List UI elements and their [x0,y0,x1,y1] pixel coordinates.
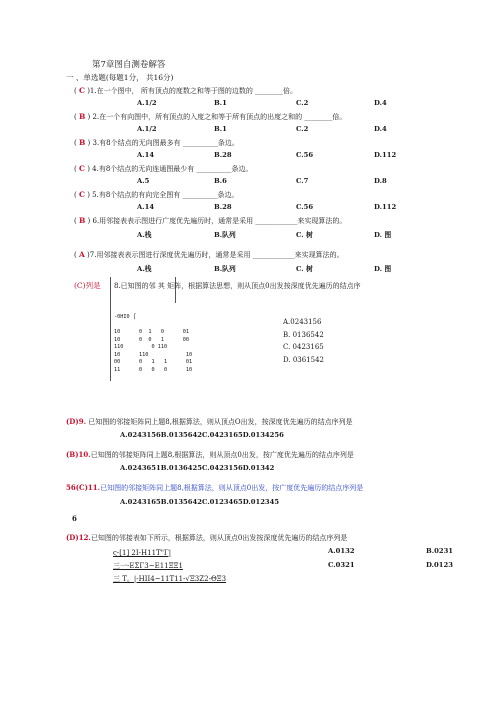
mc-question-text: )7.用邻接表表示图进行深度优先遍历时，通常是采用 ____________来实现算法的。 [87,251,344,259]
mc-option: C.7 [296,177,309,185]
mc-option: C. 树 [296,265,313,273]
matrix-row: 00 0 1 1 01 [114,359,193,365]
q11-answer: 56(C)11. [66,483,101,492]
mc-option: D.112 [374,203,397,211]
paren-open: ( [74,251,79,259]
mc-option: B.28 [214,203,232,211]
q12-option-d: D.0123 [426,561,453,569]
matrix-row: 10 0 1 0 01 [114,329,189,335]
mc-question-text: ) 4.有8个结点的无向连通图最少有 __________条边。 [87,165,253,173]
mc-option: D. 图 [374,231,392,239]
matrix-row: 11 0 0 0 10 [114,366,193,373]
mc-answer: B [78,112,86,121]
mc-option: B.6 [214,177,227,185]
mc-option: C.2 [296,125,309,133]
q8-option: C. 0423165 [283,343,324,351]
mc-option: A.1/2 [137,99,157,107]
mc-option: A.栈 [137,265,152,273]
adjacency-list-line: ς-[1] 2I-H11T"Γ| [113,549,172,557]
mc-option: D.8 [374,177,387,185]
mc-answer: C [78,86,85,95]
mc-option: A.栈 [137,231,152,239]
q11-text: 已知图的邻接矩阵同上题8,根据算法，则从顶点0出发，按广度优先遍历的结点序列是 [100,484,364,492]
mc-question-text: ) 3.有8个结点的无向图最多有 __________条边。 [87,139,239,147]
q10-options: A.0243651B.0136425C.0423156D.01342 [120,464,275,472]
q9-options: A.0243156B.0135642C.0423165D.0134256 [120,431,284,439]
adjacency-matrix [114,314,192,374]
mc-answer: C [78,190,85,199]
mc-question-1 [74,86,297,96]
matrix-row: 10 0 0 1 00 [114,336,189,343]
q12-line [66,533,347,543]
q12-text: 已知图的邻接表如下所示，根据算法，则从顶点0出发按深度优先遍历的结点序列是 [90,534,348,542]
q8-option: B. 0136542 [283,330,324,339]
mc-question-text: ) 5.有8个结点的有向完全图有 __________条边。 [87,191,239,199]
q8-option: D. 0361542 [283,355,324,364]
mc-question-5 [74,190,239,200]
mc-question-4 [74,164,253,174]
mc-option: D.4 [374,99,387,107]
mc-question-text: ) 6.用邻接表表示图进行广度优先遍历时，通常是采用 ____________来实现算法的。 [87,217,347,225]
paren-open: ( [74,113,79,121]
mc-option: A.1/2 [137,125,157,133]
adjacency-list-line: 三 T。|-HII4~11T11-√Ξ3Z2-ΘΞ3 [113,575,227,583]
adjacency-list-line: 三一-EΣΓ3~E11ΞΞ1 [113,562,183,570]
paren-open: ( [74,87,79,95]
q10-text: 已知图的邻接矩阵同上题8,根据算法，则从顶点0出发，按广度优先遍历的结点序列是 [90,451,354,459]
mc-option: B.队列 [214,265,236,273]
q9-line [66,417,353,427]
matrix-row [114,322,192,330]
mc-question-text: ) 2.在一个有向图中，所有顶点的入度之和等于所有顶点的出度之和的 ________倍。 [87,113,347,121]
paren-open: ( [74,191,79,199]
mc-question-3 [74,138,239,148]
paren-open: ( [74,139,79,147]
mc-option: A.14 [137,151,155,159]
q9-text: 已知图的邻接矩阵同上题8,根据算法，则从顶点O出发，按深度优先遍历的结点序列是 [86,418,353,426]
matrix-row: 10 110 10 [114,351,193,358]
page-title: 第7章图自测卷解答 [92,60,166,70]
mc-option: A.14 [137,203,155,211]
q12-answer: (D)12. [66,533,91,542]
q10-answer: (B)10. [66,450,91,459]
q12-option-a: A.0132 [328,547,355,555]
mc-option: D.112 [374,151,397,159]
matrix-row: 110 0 110 [114,344,168,350]
q11-options: A.0243165B.0135642C.0123465D.012345 [120,498,280,506]
mc-option: B.队列 [214,231,236,239]
mc-answer: C [78,164,85,173]
q11-line [66,483,363,493]
mc-option: B.1 [214,125,227,133]
mc-question-text: )1.在一个图中， 所有顶点的度数之和等于图的边数的 ________倍。 [87,87,298,95]
adjacency-list [113,547,226,586]
mc-answer: B [78,138,86,147]
q8-options [283,316,324,366]
mc-answer: A [78,250,85,259]
mc-answer: B [78,216,86,225]
mc-option: C.2 [296,99,309,107]
q12-option-c: C.0321 [328,561,355,569]
q10-line [66,450,354,460]
mc-option: A.5 [137,177,150,185]
q9-answer: (D)9. [66,417,87,426]
mc-question-2 [74,112,346,122]
mc-option: D. 图 [374,265,392,273]
mc-option: B.1 [214,99,227,107]
matrix-row: -0HI0 ⌠ [114,314,136,320]
mc-option: C.56 [296,151,314,159]
q8-option: A.0243156 [283,318,322,326]
q8-text: 8.已知图的邻 其 矩阵，根据算法思想，则从顶点0出发按深度优先遍历的结点序 [114,282,361,290]
q12-option-b: B.0231 [426,547,454,555]
mc-option: B.28 [214,151,232,159]
paren-open: ( [74,165,79,173]
mc-option: C. 树 [296,231,313,239]
q11-tail: 6 [72,514,77,523]
mc-question-7 [74,250,344,260]
mc-option: C.56 [296,203,314,211]
matrix-left-bar [110,277,111,381]
mc-option: D.4 [374,125,387,133]
paren-open: ( [74,217,79,225]
section-heading: 一 、单选题(每题1分， 共16分) [66,73,174,82]
mc-question-6 [74,216,346,226]
q8-answer: (C)列是 [74,281,101,290]
q8-prefix [74,280,101,291]
